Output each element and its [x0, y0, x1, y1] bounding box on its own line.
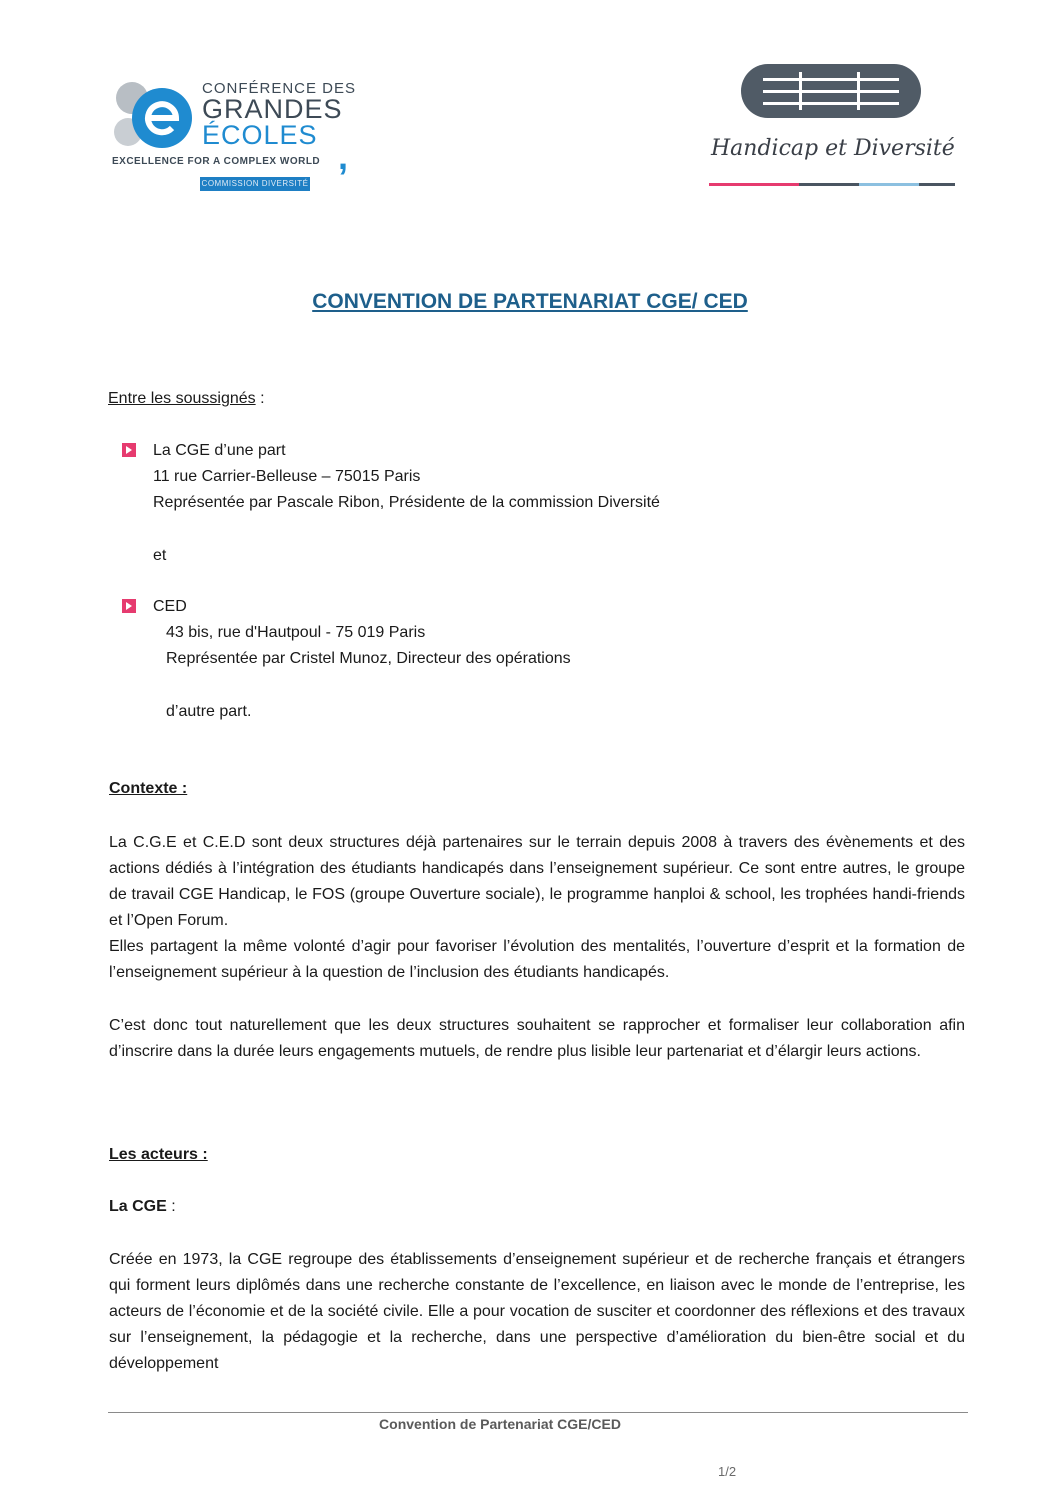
ced-logo — [705, 60, 960, 190]
party1-representative: Représentée par Pascale Ribon, Présidente de la commission Diversité — [153, 494, 660, 511]
cge-subheading-colon: : — [166, 1198, 176, 1215]
context-paragraph-3: C’est donc tout naturellement que les deux structures souhaitent se rapprocher et formaliser leur collaboration afin d’inscrire dans la durée leurs engagements mutuels, de rendre plus lisible leur partenariat et d’élargir leurs actions. — [109, 1017, 965, 1060]
between-label: Entre les soussignés — [108, 390, 256, 407]
between-colon: : — [255, 390, 265, 407]
and-connector: et — [153, 547, 167, 564]
cge-logo — [112, 70, 372, 200]
cge-logo-line2: GRANDES — [202, 94, 343, 124]
party2-other-part: d’autre part. — [166, 703, 252, 720]
cge-logo-line1: CONFÉRENCE DES — [202, 80, 357, 97]
footer-divider — [108, 1412, 968, 1413]
cge-comma-icon: , — [338, 136, 349, 177]
bullet-arrow-icon — [122, 599, 136, 613]
cge-subheading-line — [109, 1194, 176, 1220]
party1-address: 11 rue Carrier-Belleuse – 75015 Paris — [153, 468, 421, 485]
ced-logo-script: Handicap et Diversité — [711, 136, 955, 161]
ced-accent-bar — [919, 183, 955, 186]
cge-commission-badge: COMMISSION DIVERSITÉ — [200, 177, 310, 191]
ced-accent-bar — [799, 183, 859, 186]
party2-name: CED — [153, 598, 187, 615]
ced-accent-bar — [859, 183, 919, 186]
context-heading: Contexte : — [109, 780, 188, 797]
context-paragraph-1: La C.G.E et C.E.D sont deux structures déjà partenaires sur le terrain depuis 2008 à travers des évènements et des actions dédiés à l’intégration des étudiants handicapés dans l’enseignement supérieur. Ce sont entre autres, le groupe de travail CGE Handicap, le FOS (groupe Ouverture sociale), le programme hanploi & school, les trophées handi-friends et l’Open Forum. — [109, 834, 965, 929]
cge-logo-line3: ÉCOLES — [202, 120, 318, 150]
context-paragraph-2: Elles partagent la même volonté d’agir pour favoriser l’évolution des mentalités, l’ouverture d’esprit et la formation de l’enseignement supérieur à la question de l’inclusion des étudiants handicapés. — [109, 938, 965, 981]
cge-tagline: EXCELLENCE FOR A COMPLEX WORLD — [112, 156, 321, 167]
actors-heading: Les acteurs : — [109, 1146, 208, 1163]
page-number: 1/2 — [718, 1464, 737, 1479]
party1-name: La CGE d’une part — [153, 442, 286, 459]
bullet-arrow-icon — [122, 443, 136, 457]
cge-paragraph-1: Créée en 1973, la CGE regroupe des établissements d’enseignement supérieur et de recherche français et étrangers qui forment leurs diplômés dans une recherche constante de l’excellence, en liaison avec le monde de l’entreprise, les acteurs de l’économie et de la société civile. Elle a pour vocation de susciter et coordonner des réflexions et des travaux sur l’enseignement, la pédagogie et la recherche, dans une perspective d’amélioration du bien-être social et du développement — [109, 1251, 965, 1372]
between-line — [108, 386, 265, 412]
ced-emblem-icon — [741, 64, 921, 118]
document-title: CONVENTION DE PARTENARIAT CGE/ CED — [312, 290, 748, 313]
cge-emblem-icon — [112, 76, 192, 152]
party2-representative: Représentée par Cristel Munoz, Directeur des opérations — [166, 650, 571, 667]
ced-accent-bar — [709, 183, 799, 186]
party2-address: 43 bis, rue d'Hautpoul - 75 019 Paris — [166, 624, 426, 641]
cge-subheading: La CGE — [109, 1198, 167, 1215]
footer-text: Convention de Partenariat CGE/CED — [379, 1416, 621, 1432]
